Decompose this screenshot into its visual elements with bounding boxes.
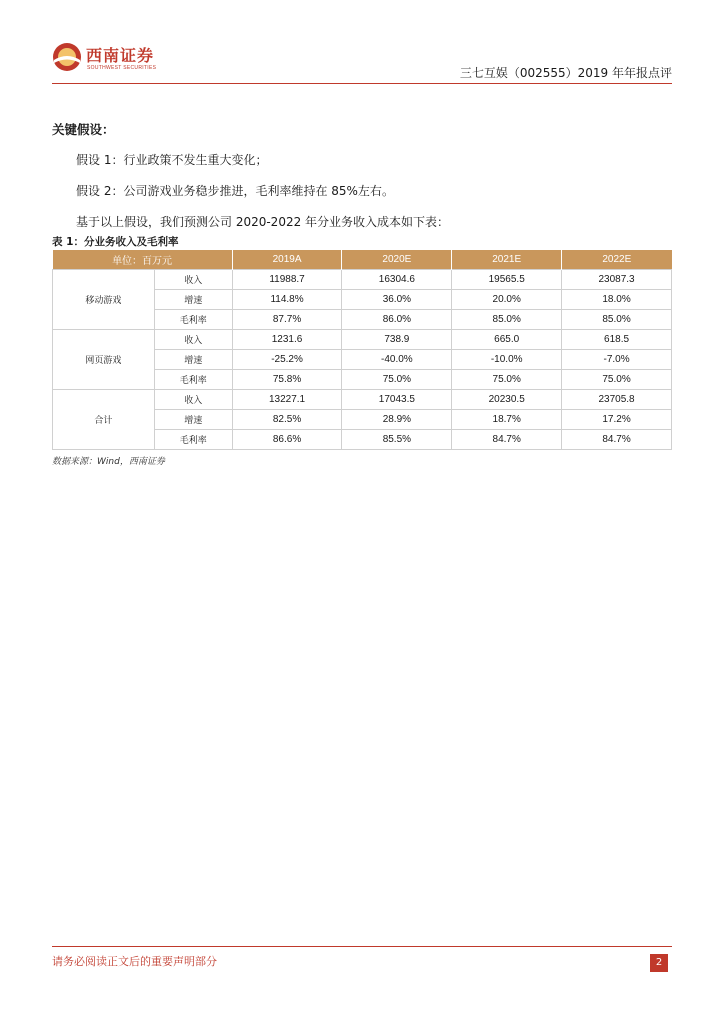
assumption-2: 假设 2：公司游戏业务稳步推进，毛利率维持在 85%左右。 <box>76 184 394 198</box>
table-cell: 618.5 <box>562 330 672 350</box>
table-cell: 84.7% <box>562 430 672 450</box>
table-body <box>53 270 672 450</box>
metric-label: 收入 <box>154 390 232 410</box>
metric-label: 毛利率 <box>154 430 232 450</box>
table-cell: -7.0% <box>562 350 672 370</box>
segment-name: 移动游戏 <box>53 270 155 330</box>
main-content <box>52 120 672 245</box>
table-cell: 20230.5 <box>452 390 562 410</box>
data-source: 数据来源：Wind，西南证券 <box>52 457 165 467</box>
table-cell: 13227.1 <box>232 390 342 410</box>
disclaimer: 请务必阅读正文后的重要声明部分 <box>52 955 217 968</box>
page-header <box>52 40 672 84</box>
metric-label: 增速 <box>154 410 232 430</box>
segment-name: 网页游戏 <box>53 330 155 390</box>
table-row <box>53 330 672 350</box>
table-cell: 23087.3 <box>562 270 672 290</box>
assumption-1: 假设 1：行业政策不发生重大变化； <box>76 153 268 167</box>
metric-label: 增速 <box>154 290 232 310</box>
table-cell: -40.0% <box>342 350 452 370</box>
metric-label: 增速 <box>154 350 232 370</box>
table-cell: 16304.6 <box>342 270 452 290</box>
header-unit: 单位：百万元 <box>53 250 233 270</box>
table-cell: 19565.5 <box>452 270 562 290</box>
metric-label: 毛利率 <box>154 310 232 330</box>
table-cell: 75.8% <box>232 370 342 390</box>
table-cell: 87.7% <box>232 310 342 330</box>
metric-label: 收入 <box>154 270 232 290</box>
logo-icon <box>52 42 82 72</box>
table-cell: 86.0% <box>342 310 452 330</box>
header-2020e: 2020E <box>342 250 452 270</box>
table-cell: -25.2% <box>232 350 342 370</box>
table-cell: 82.5% <box>232 410 342 430</box>
table-cell: 84.7% <box>452 430 562 450</box>
forecast-intro: 基于以上假设，我们预测公司 2020-2022 年分业务收入成本如下表： <box>76 215 450 229</box>
segment-name: 合计 <box>53 390 155 450</box>
table-cell: 17043.5 <box>342 390 452 410</box>
table-caption: 表 1：分业务收入及毛利率 <box>52 236 179 248</box>
table-cell: -10.0% <box>452 350 562 370</box>
table-cell: 17.2% <box>562 410 672 430</box>
table-cell: 18.7% <box>452 410 562 430</box>
table-cell: 738.9 <box>342 330 452 350</box>
header-divider <box>52 83 672 84</box>
table-row <box>53 270 672 290</box>
header-2022e: 2022E <box>562 250 672 270</box>
table-cell: 75.0% <box>452 370 562 390</box>
revenue-margin-table <box>52 250 672 450</box>
table-cell: 36.0% <box>342 290 452 310</box>
table-header-row <box>53 250 672 270</box>
header-2019a: 2019A <box>232 250 342 270</box>
table-cell: 20.0% <box>452 290 562 310</box>
section-heading: 关键假设： <box>52 122 115 137</box>
table-cell: 75.0% <box>342 370 452 390</box>
table-cell: 85.0% <box>452 310 562 330</box>
table-cell: 1231.6 <box>232 330 342 350</box>
page-number: 2 <box>650 954 668 972</box>
table-cell: 86.6% <box>232 430 342 450</box>
table-row <box>53 390 672 410</box>
logo-text: 西南证券 <box>86 46 155 65</box>
table-cell: 11988.7 <box>232 270 342 290</box>
logo-subtitle: SOUTHWEST SECURITIES <box>87 65 157 71</box>
table-cell: 23705.8 <box>562 390 672 410</box>
table-cell: 28.9% <box>342 410 452 430</box>
table-cell: 85.0% <box>562 310 672 330</box>
table-cell: 665.0 <box>452 330 562 350</box>
table-cell: 18.0% <box>562 290 672 310</box>
metric-label: 毛利率 <box>154 370 232 390</box>
metric-label: 收入 <box>154 330 232 350</box>
report-title: 三七互娱（002555）2019 年年报点评 <box>459 66 672 80</box>
table-cell: 85.5% <box>342 430 452 450</box>
table-cell: 114.8% <box>232 290 342 310</box>
header-2021e: 2021E <box>452 250 562 270</box>
footer-divider <box>52 946 672 947</box>
table-cell: 75.0% <box>562 370 672 390</box>
